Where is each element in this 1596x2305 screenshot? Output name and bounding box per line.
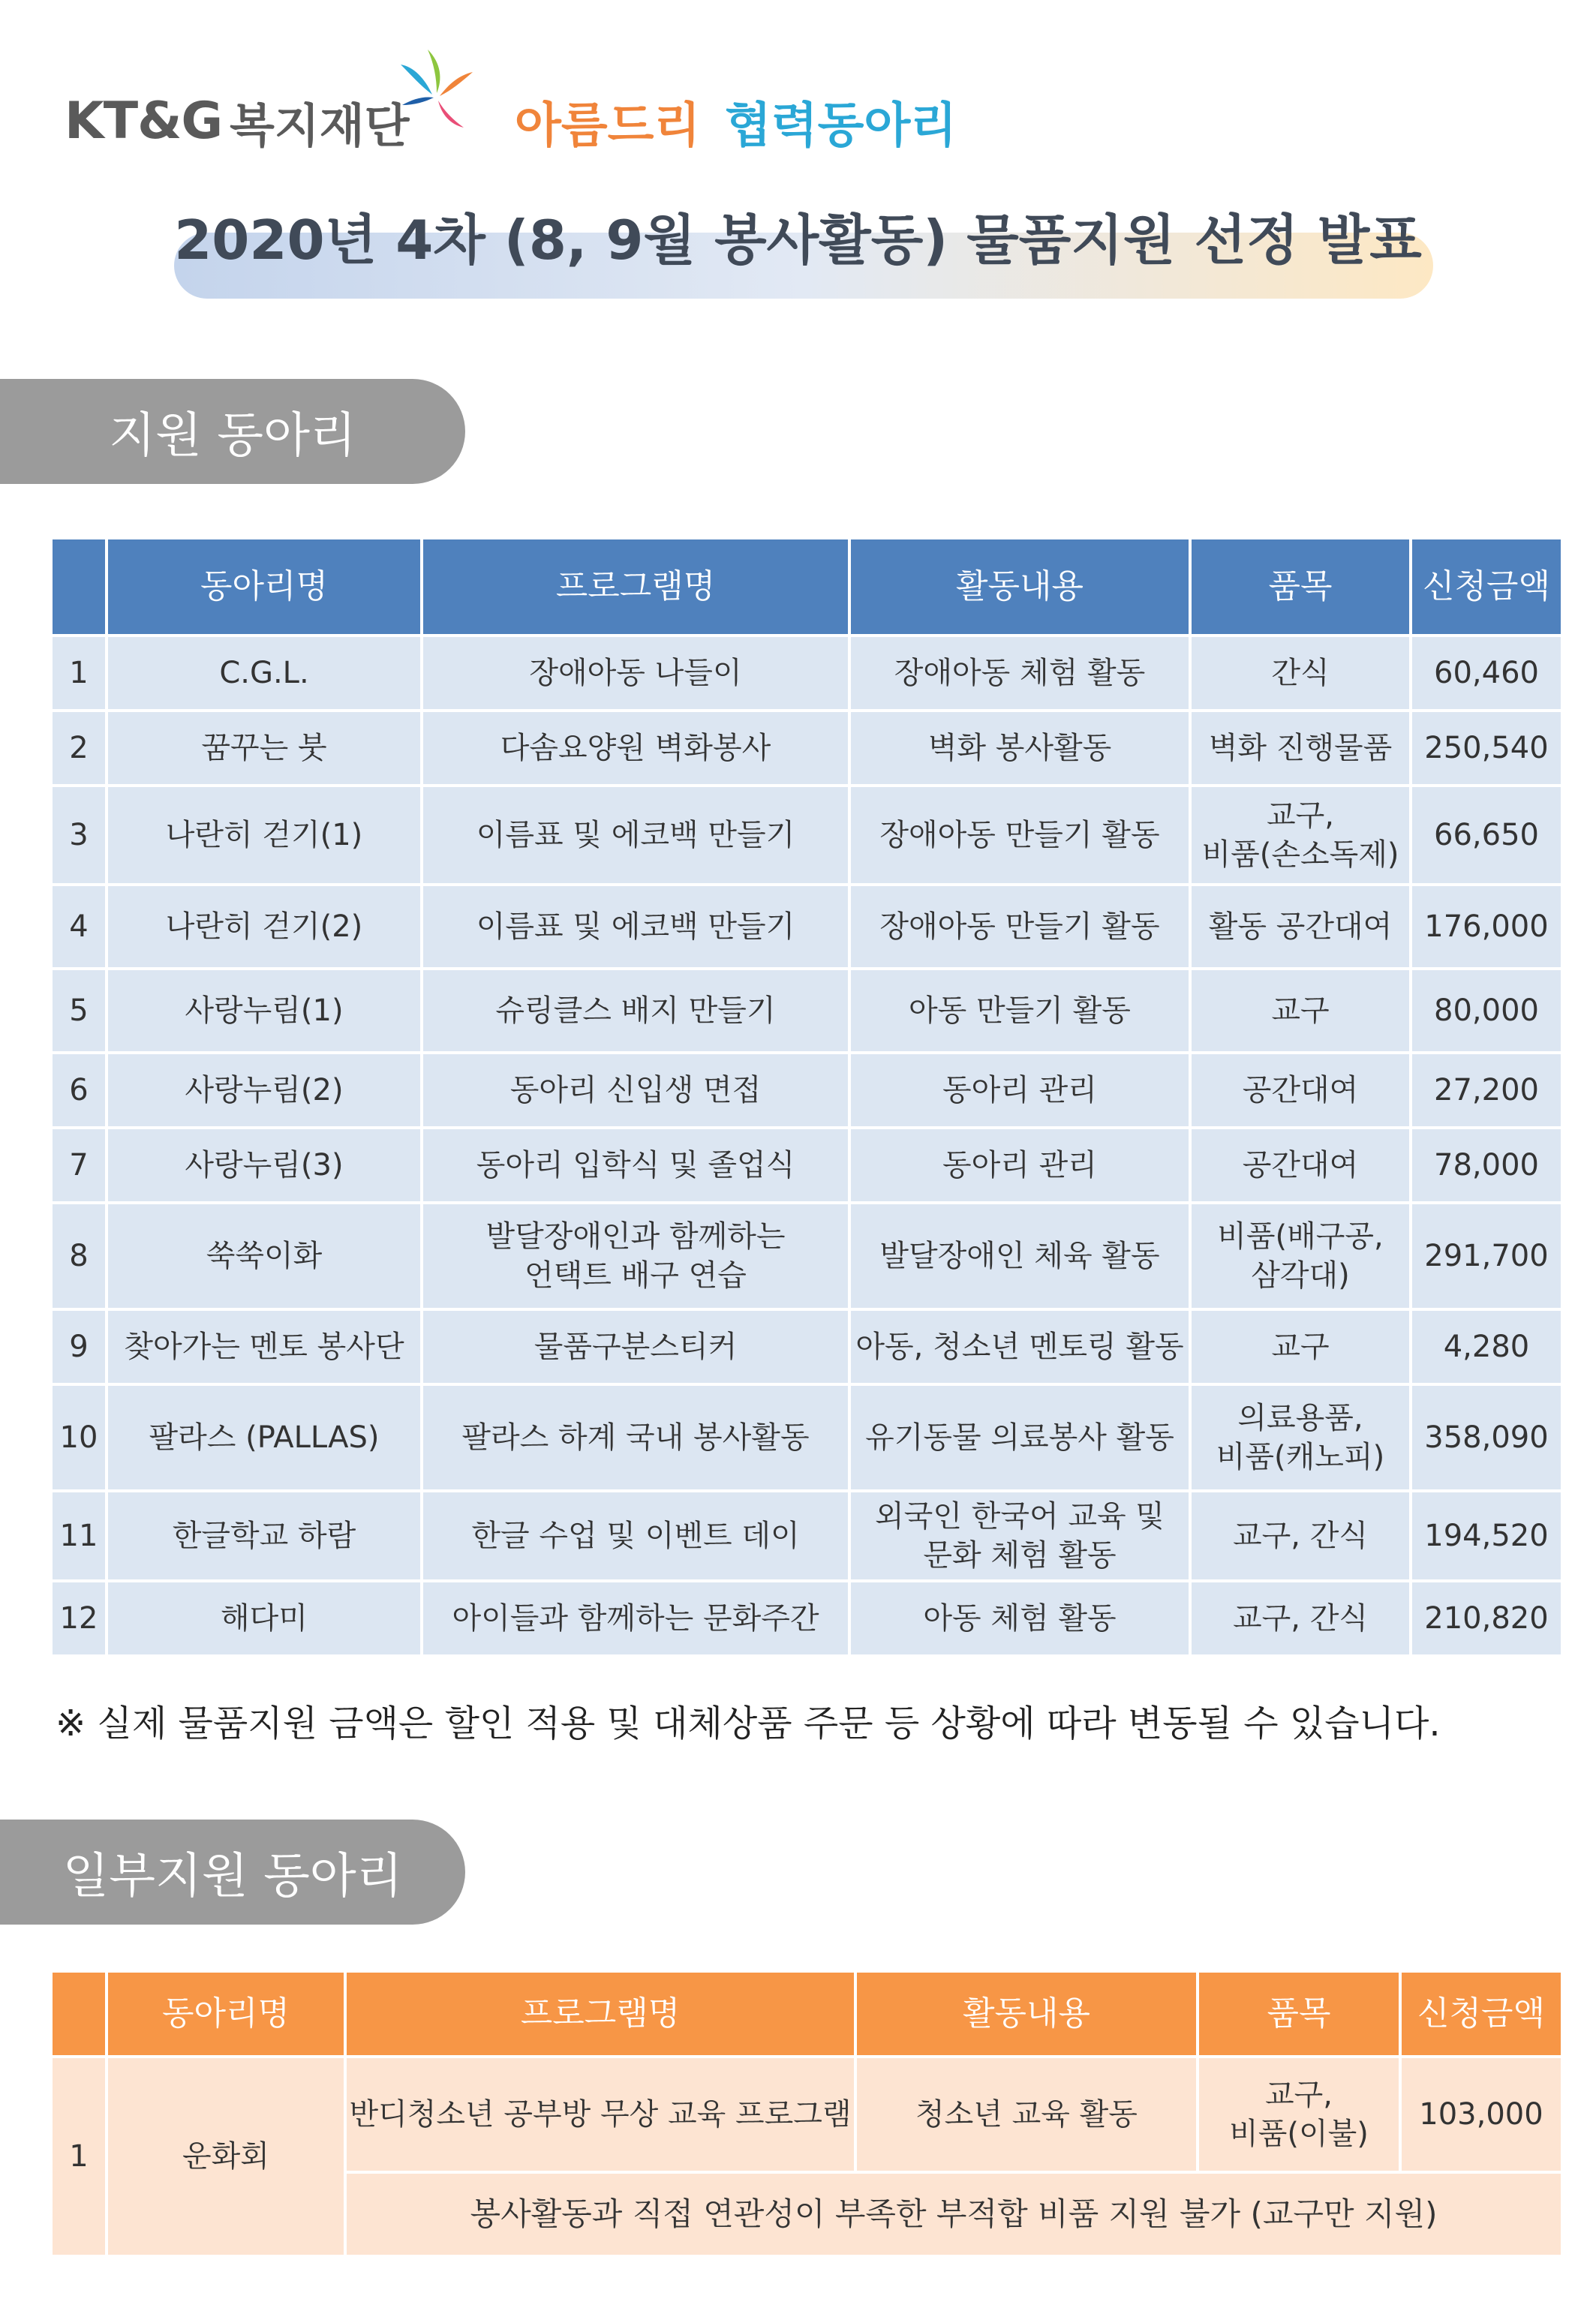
cell-amount: 176,000 — [1411, 885, 1562, 969]
cell-no: 1 — [51, 2057, 107, 2256]
section-label-text: 일부지원 동아리 — [62, 1849, 403, 1904]
header-club: 동아리명 — [107, 538, 422, 636]
cell-club: 사랑누림(3) — [107, 1128, 422, 1203]
table-row — [51, 1128, 1562, 1203]
cell-activity: 장애아동 체험 활동 — [849, 636, 1190, 711]
cell-no: 4 — [51, 885, 107, 969]
cell-activity: 유기동물 의료봉사 활동 — [849, 1384, 1190, 1491]
table-row — [51, 1309, 1562, 1384]
cell-program: 한글 수업 및 이벤트 데이 — [422, 1491, 849, 1581]
cell-program: 이름표 및 에코백 만들기 — [422, 885, 849, 969]
cell-club: 해다미 — [107, 1581, 422, 1656]
table-row — [51, 885, 1562, 969]
table-row — [51, 1581, 1562, 1656]
cell-item: 활동 공간대여 — [1190, 885, 1411, 969]
header-program: 프로그램명 — [422, 538, 849, 636]
cell-no: 5 — [51, 969, 107, 1053]
table-row — [51, 1053, 1562, 1128]
cell-amount: 66,650 — [1411, 786, 1562, 885]
cell-item: 비품(배구공, 삼각대) — [1190, 1203, 1411, 1309]
table-row — [51, 711, 1562, 786]
cell-club: 사랑누림(1) — [107, 969, 422, 1053]
table-header-row — [51, 1971, 1562, 2057]
cell-program: 동아리 입학식 및 졸업식 — [422, 1128, 849, 1203]
cell-activity: 외국인 한국어 교육 및 문화 체험 활동 — [849, 1491, 1190, 1581]
cell-club: 사랑누림(2) — [107, 1053, 422, 1128]
section-label-support — [0, 379, 465, 484]
cell-program: 이름표 및 에코백 만들기 — [422, 786, 849, 885]
cell-item: 의료용품, 비품(캐노피) — [1190, 1384, 1411, 1491]
header-item: 품목 — [1190, 538, 1411, 636]
cell-program: 발달장애인과 함께하는 언택트 배구 연습 — [422, 1203, 849, 1309]
cell-item: 간식 — [1190, 636, 1411, 711]
table-row — [51, 969, 1562, 1053]
cell-amount: 80,000 — [1411, 969, 1562, 1053]
header-amount: 신청금액 — [1411, 538, 1562, 636]
header-no — [51, 1971, 107, 2057]
support-table — [50, 536, 1564, 1657]
section-label-partial — [0, 1820, 465, 1925]
cell-activity: 장애아동 만들기 활동 — [849, 786, 1190, 885]
cell-amount: 250,540 — [1411, 711, 1562, 786]
cell-club: 꿈꾸는 붓 — [107, 711, 422, 786]
table-row — [51, 1203, 1562, 1309]
cell-amount: 291,700 — [1411, 1203, 1562, 1309]
header-no — [51, 538, 107, 636]
cell-item: 벽화 진행물품 — [1190, 711, 1411, 786]
cell-amount: 194,520 — [1411, 1491, 1562, 1581]
cell-item: 교구, 간식 — [1190, 1491, 1411, 1581]
logo-mark-icon — [395, 48, 477, 131]
cell-no: 9 — [51, 1309, 107, 1384]
table-row — [51, 786, 1562, 885]
cell-activity: 발달장애인 체육 활동 — [849, 1203, 1190, 1309]
table-row — [51, 2057, 1562, 2172]
cell-activity: 아동 만들기 활동 — [849, 969, 1190, 1053]
page-title: 2020년 4차 (8, 9월 봉사활동) 물품지원 선정 발표 — [174, 209, 1422, 272]
partial-support-table — [50, 1970, 1564, 2258]
cell-no: 6 — [51, 1053, 107, 1128]
notice-text: ※ 실제 물품지원 금액은 할인 적용 및 대체상품 주문 등 상황에 따라 변동될 수 있습니다. — [56, 1702, 1441, 1745]
cell-amount: 60,460 — [1411, 636, 1562, 711]
cell-club: 운화회 — [107, 2057, 345, 2256]
cell-club: 팔라스 (PALLAS) — [107, 1384, 422, 1491]
cell-activity: 동아리 관리 — [849, 1128, 1190, 1203]
cell-program: 동아리 신입생 면접 — [422, 1053, 849, 1128]
logo-brand: KT&G — [65, 92, 223, 151]
cell-program: 장애아동 나들이 — [422, 636, 849, 711]
cell-club: 나란히 걷기(1) — [107, 786, 422, 885]
section-label-text: 지원 동아리 — [109, 408, 356, 464]
cell-activity: 장애아동 만들기 활동 — [849, 885, 1190, 969]
cell-item: 교구 — [1190, 969, 1411, 1053]
table-header-row — [51, 538, 1562, 636]
logo-subtitle-2: 협력동아리 — [725, 98, 957, 154]
cell-no: 2 — [51, 711, 107, 786]
logo-subtitle-1: 아름드리 — [515, 98, 701, 154]
cell-amount: 358,090 — [1411, 1384, 1562, 1491]
cell-no: 10 — [51, 1384, 107, 1491]
cell-program: 슈링클스 배지 만들기 — [422, 969, 849, 1053]
cell-activity: 청소년 교육 활동 — [855, 2057, 1198, 2172]
logo-foundation: 복지재단 — [230, 98, 410, 153]
cell-program: 아이들과 함께하는 문화주간 — [422, 1581, 849, 1656]
cell-club: 쑥쑥이화 — [107, 1203, 422, 1309]
cell-activity: 아동, 청소년 멘토링 활동 — [849, 1309, 1190, 1384]
cell-remark: 봉사활동과 직접 연관성이 부족한 부적합 비품 지원 불가 (교구만 지원) — [345, 2172, 1562, 2256]
cell-item: 교구, 비품(손소독제) — [1190, 786, 1411, 885]
header-amount: 신청금액 — [1400, 1971, 1562, 2057]
cell-club: 한글학교 하람 — [107, 1491, 422, 1581]
cell-item: 공간대여 — [1190, 1128, 1411, 1203]
cell-club: C.G.L. — [107, 636, 422, 711]
cell-activity: 동아리 관리 — [849, 1053, 1190, 1128]
cell-amount: 27,200 — [1411, 1053, 1562, 1128]
cell-no: 3 — [51, 786, 107, 885]
header-activity: 활동내용 — [855, 1971, 1198, 2057]
cell-no: 8 — [51, 1203, 107, 1309]
cell-no: 1 — [51, 636, 107, 711]
table-row — [51, 1384, 1562, 1491]
cell-club: 나란히 걷기(2) — [107, 885, 422, 969]
cell-no: 7 — [51, 1128, 107, 1203]
header-club: 동아리명 — [107, 1971, 345, 2057]
table-row — [51, 636, 1562, 711]
cell-no: 11 — [51, 1491, 107, 1581]
cell-amount: 103,000 — [1400, 2057, 1562, 2172]
cell-no: 12 — [51, 1581, 107, 1656]
table-row — [51, 1491, 1562, 1581]
header-activity: 활동내용 — [849, 538, 1190, 636]
cell-amount: 210,820 — [1411, 1581, 1562, 1656]
logo — [65, 48, 1040, 153]
cell-item: 교구, 비품(이불) — [1198, 2057, 1400, 2172]
cell-amount: 4,280 — [1411, 1309, 1562, 1384]
cell-item: 공간대여 — [1190, 1053, 1411, 1128]
cell-club: 찾아가는 멘토 봉사단 — [107, 1309, 422, 1384]
cell-program: 팔라스 하계 국내 봉사활동 — [422, 1384, 849, 1491]
cell-item: 교구, 간식 — [1190, 1581, 1411, 1656]
header-item: 품목 — [1198, 1971, 1400, 2057]
header-program: 프로그램명 — [345, 1971, 855, 2057]
cell-program: 반디청소년 공부방 무상 교육 프로그램 — [345, 2057, 855, 2172]
cell-program: 물품구분스티커 — [422, 1309, 849, 1384]
cell-item: 교구 — [1190, 1309, 1411, 1384]
cell-activity: 아동 체험 활동 — [849, 1581, 1190, 1656]
cell-activity: 벽화 봉사활동 — [849, 711, 1190, 786]
cell-program: 다솜요양원 벽화봉사 — [422, 711, 849, 786]
cell-amount: 78,000 — [1411, 1128, 1562, 1203]
